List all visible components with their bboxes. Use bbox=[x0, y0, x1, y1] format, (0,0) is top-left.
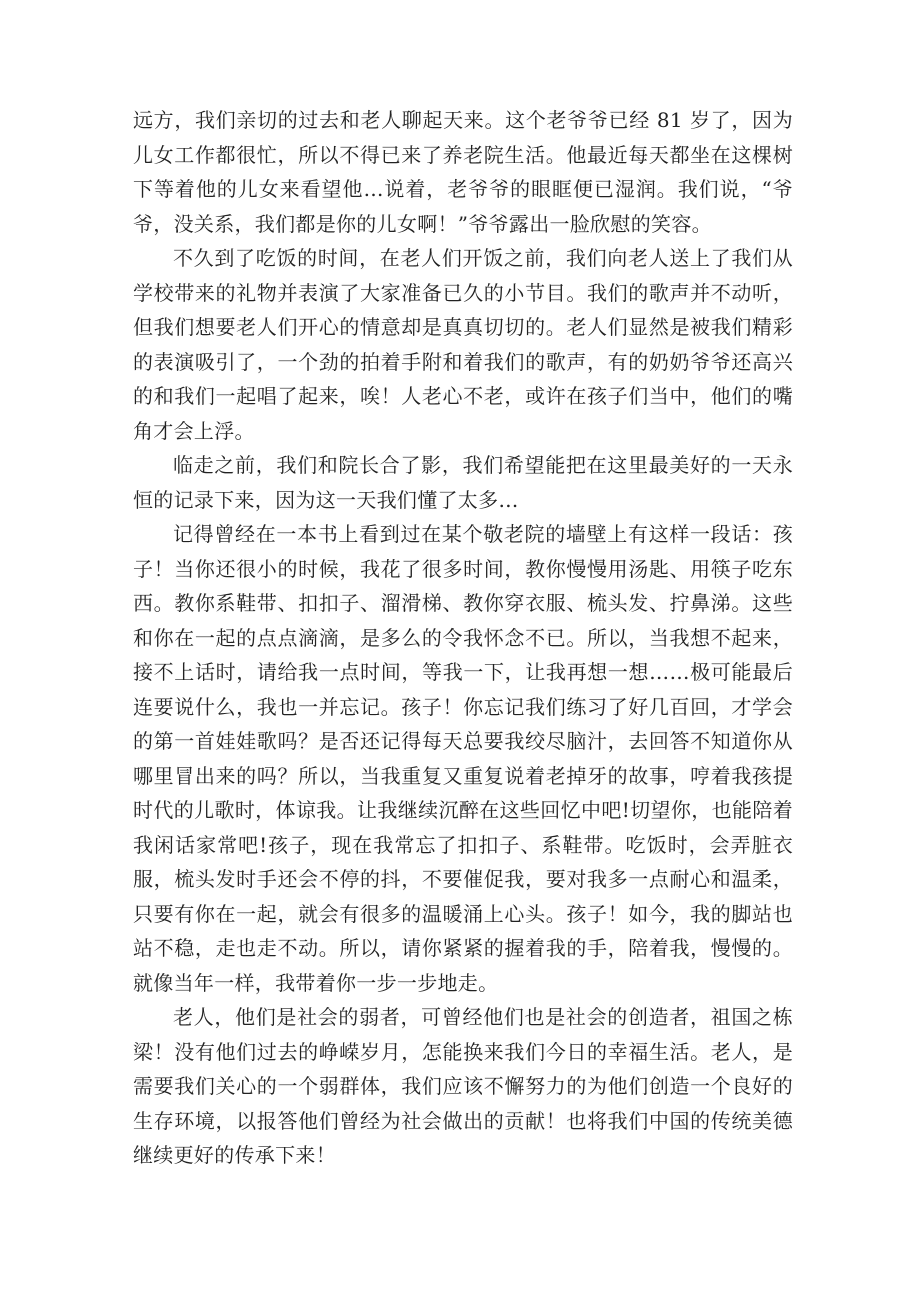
paragraph-1: 远方，我们亲切的过去和老人聊起天来。这个老爷爷已经 81 岁了，因为儿女工作都很忙，所以不得已来了养老院生活。他最近每天都坐在这棵树下等着他的儿女来看望他…说着，老爷爷的眼眶便已湿润。我们说，“爷爷，没关系，我们都是你的儿女啊！”爷爷露出一脸欣慰的笑容。 bbox=[133, 108, 793, 236]
paragraph-3: 临走之前，我们和院长合了影，我们希望能把在这里最美好的一天永恒的记录下来，因为这一天我们懂了太多… bbox=[133, 453, 793, 512]
paragraph-4: 记得曾经在一本书上看到过在某个敬老院的墙壁上有这样一段话：孩子！当你还很小的时候，我花了很多时间，教你慢慢用汤匙、用筷子吃东西。教你系鞋带、扣扣子、溜滑梯、教你穿衣服、梳头发、拧鼻涕。这些和你在一起的点点滴滴，是多么的令我怀念不已。所以，当我想不起来，接不上话时，请给我一点时间，等我一下，让我再想一想……极可能最后连要说什么，我也一并忘记。孩子！你忘记我们练习了好几百回，才学会的第一首娃娃歌吗？是否还记得每天总要我绞尽脑汁，去回答不知道你从哪里冒出来的吗？所以，当我重复又重复说着老掉牙的故事，哼着我孩提时代的儿歌时，体谅我。让我继续沉醉在这些回忆中吧!切望你，也能陪着我闲话家常吧!孩子，现在我常忘了扣扣子、系鞋带。吃饭时，会弄脏衣服，梳头发时手还会不停的抖，不要催促我，要对我多一点耐心和温柔，只要有你在一起，就会有很多的温暖涌上心头。孩子！如今，我的脚站也站不稳，走也走不动。所以，请你紧紧的握着我的手，陪着我，慢慢的。就像当年一样，我带着你一步一步地走。 bbox=[133, 522, 793, 995]
paragraph-5: 老人，他们是社会的弱者，可曾经他们也是社会的创造者，祖国之栋梁！没有他们过去的峥嵘岁月，怎能换来我们今日的幸福生活。老人，是需要我们关心的一个弱群体，我们应该不懈努力的为他们创造一个良好的生存环境，以报答他们曾经为社会做出的贡献！也将我们中国的传统美德继续更好的传承下来！ bbox=[133, 1005, 793, 1167]
document-body bbox=[133, 103, 793, 1173]
paragraph-2: 不久到了吃饭的时间，在老人们开饭之前，我们向老人送上了我们从学校带来的礼物并表演了大家准备已久的小节目。我们的歌声并不动听，但我们想要老人们开心的情意却是真真切切的。老人们显然是被我们精彩的表演吸引了，一个劲的拍着手附和着我们的歌声，有的奶奶爷爷还高兴的和我们一起唱了起来，唉！人老心不老，或许在孩子们当中，他们的嘴角才会上浮。 bbox=[133, 246, 793, 443]
